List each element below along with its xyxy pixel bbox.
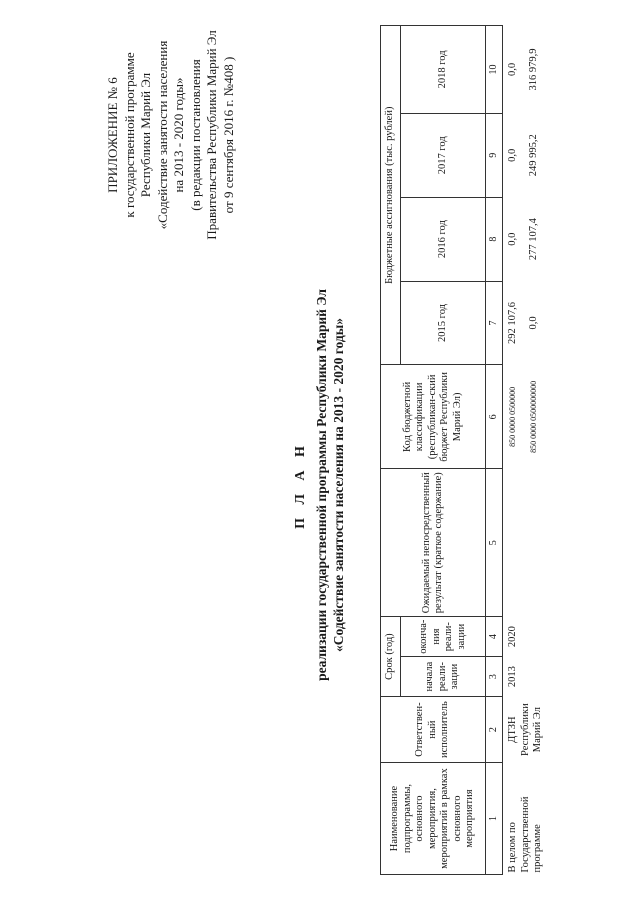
row-end-year: 2020 — [507, 626, 518, 648]
header-budget: Бюджетные ассигнования (тыс. рублей) — [381, 26, 401, 365]
col-number: 6 — [486, 365, 503, 469]
col-number: 1 — [486, 763, 503, 875]
document-title — [292, 245, 347, 725]
appendix-line: от 9 сентября 2016 г. №408 ) — [220, 56, 236, 214]
col-number: 9 — [486, 113, 503, 197]
col-number: 2 — [486, 697, 503, 763]
header-term-end: оконча-ния реали-зации — [401, 617, 486, 657]
value-2015: 292 107,6 — [507, 301, 518, 344]
col-number: 4 — [486, 617, 503, 657]
appendix-line: Правительства Республики Марий Эл — [204, 30, 219, 240]
value-2018: 0,0 — [507, 62, 518, 76]
col-number: 7 — [486, 281, 503, 365]
col-number: 5 — [486, 469, 503, 617]
header-code: Код бюджетной классификации (республикан-ский бюджет Республики Марий Эл) — [381, 365, 486, 469]
title-line: «Содействие занятости населения на 2013 - 2020 годы» — [331, 317, 346, 653]
value-2017: 0,0 — [507, 148, 518, 162]
appendix-line: (в редакции постановления — [187, 59, 203, 211]
header-year-2017: 2017 год — [401, 113, 486, 197]
col-number: 8 — [486, 197, 503, 281]
plan-heading: П Л А Н — [293, 441, 308, 529]
header-year-2015: 2015 год — [401, 281, 486, 365]
row-result — [503, 469, 546, 617]
appendix-line: Республики Марий Эл — [138, 72, 153, 198]
appendix-line: к государственной программе — [121, 52, 137, 218]
col-number: 3 — [486, 657, 503, 697]
value-2017: 249 995,2 — [527, 134, 539, 177]
header-year-2018: 2018 год — [401, 26, 486, 114]
appendix-line: ПРИЛОЖЕНИЕ № 6 — [105, 77, 120, 193]
row-start-year: 2013 — [507, 666, 518, 688]
table-row — [503, 26, 546, 875]
row-executor: ДТЗН Республики Марий Эл — [507, 703, 543, 756]
col-number: 10 — [486, 26, 503, 114]
header-name: Наименование подпрограммы, основного мероприятия, мероприятий в рамках основного мероприятия — [381, 763, 486, 875]
header-executor: Ответствен-ный исполнитель — [381, 697, 486, 763]
row-2015 — [503, 281, 546, 365]
row-2017 — [503, 113, 546, 197]
budget-code: 850 0000 0500000000 — [528, 380, 538, 453]
value-2018: 316 979,9 — [527, 48, 539, 91]
row-2018 — [503, 26, 546, 114]
budget-code: 850 0000 0500000 — [508, 386, 517, 447]
title-line: реализации государственной программы Республики Марий Эл — [314, 289, 329, 681]
appendix-line: на 2013 - 2020 годы» — [171, 77, 186, 193]
value-2016: 277 107,4 — [527, 218, 539, 261]
appendix-block — [105, 20, 237, 250]
appendix-line: «Содействие занятости населения — [154, 40, 170, 230]
row-name: В целом по Государственной программе — [507, 796, 543, 873]
header-result: Ожидаемый непосредственный результат (краткое содержание) — [381, 469, 486, 617]
header-term-start: начала реали-зации — [401, 657, 486, 697]
row-code — [503, 365, 546, 469]
plan-table — [380, 25, 546, 875]
header-year-2016: 2016 год — [401, 197, 486, 281]
header-term: Срок (год) — [381, 617, 401, 697]
value-2015: 0,0 — [527, 316, 539, 330]
row-2016 — [503, 197, 546, 281]
value-2016: 0,0 — [507, 232, 518, 246]
